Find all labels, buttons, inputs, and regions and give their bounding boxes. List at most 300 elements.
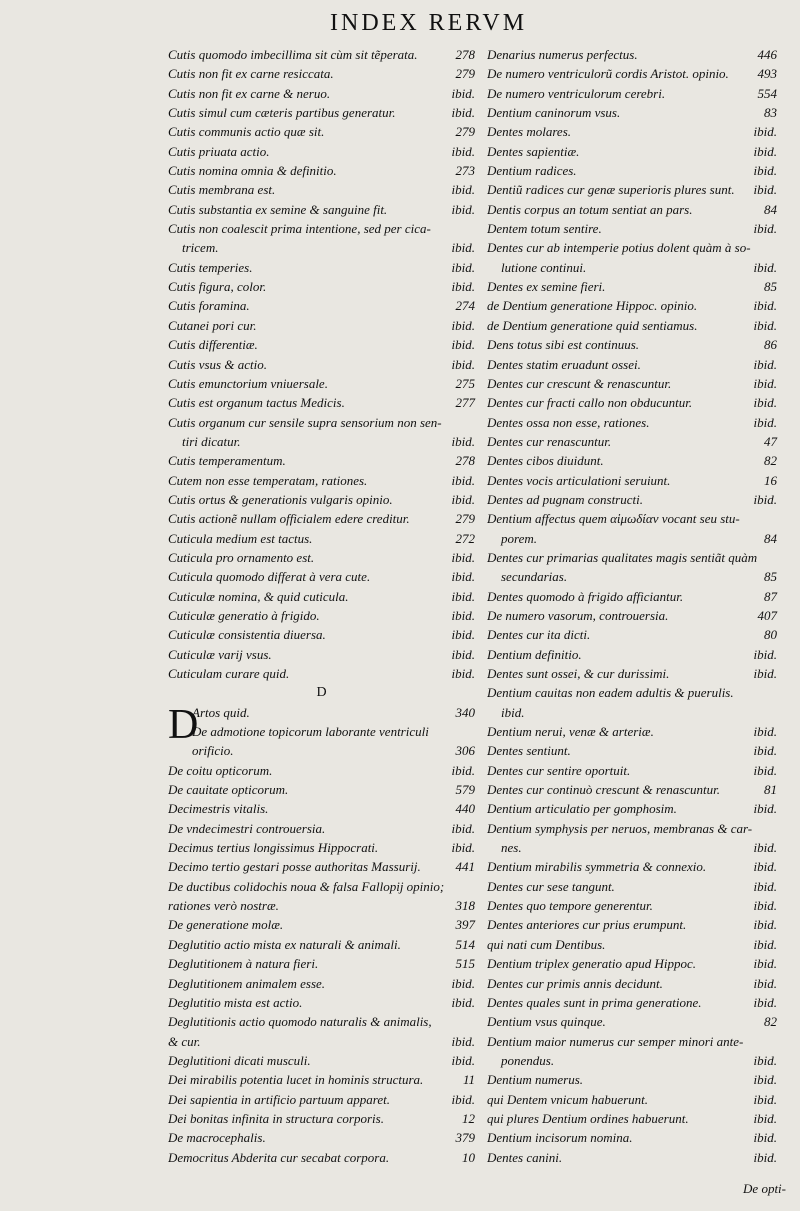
entry-text: Dei mirabilis potentia lucet in hominis structura. <box>168 1072 424 1088</box>
entry-page: 279 <box>455 66 475 82</box>
entry-page: ibid. <box>753 259 777 275</box>
entry-page: ibid. <box>753 1072 777 1088</box>
entry-text: Dentes cur continuò crescunt & renascuntur. <box>487 782 720 798</box>
index-entry <box>487 509 777 528</box>
index-entry <box>168 1109 475 1128</box>
entry-text: lutione continui. <box>501 259 587 275</box>
entry-page: ibid. <box>753 298 777 314</box>
entry-text: nes. <box>501 840 522 856</box>
entry-text: Dentium vsus quinque. <box>487 1014 606 1030</box>
index-entry <box>168 432 475 451</box>
entry-text: secundarias. <box>501 569 568 585</box>
entry-page: 274 <box>455 298 475 314</box>
index-entry <box>168 606 475 625</box>
index-entry <box>168 180 475 199</box>
entry-text: De cauitate opticorum. <box>168 782 289 798</box>
index-entry <box>168 645 475 664</box>
index-entry <box>168 974 475 993</box>
index-entry <box>487 1148 777 1167</box>
entry-text: qui nati cum Dentibus. <box>487 936 606 952</box>
entry-text: Dentes sapientiæ. <box>487 143 580 159</box>
index-entry <box>168 393 475 412</box>
entry-text: Decimestris vitalis. <box>168 801 269 817</box>
entry-page: ibid. <box>451 549 475 565</box>
index-entry <box>487 471 777 490</box>
entry-text: Cutis communis actio quæ sit. <box>168 124 325 140</box>
entry-page: 515 <box>455 956 475 972</box>
right-column <box>487 45 777 1167</box>
index-entry <box>168 84 475 103</box>
entry-text: de Dentium generatione quid sentiamus. <box>487 317 698 333</box>
index-entry <box>168 122 475 141</box>
entry-text: Cuticulam curare quid. <box>168 666 290 681</box>
entry-text: Dentes cur renascuntur. <box>487 433 612 449</box>
entry-page: 16 <box>764 472 777 488</box>
index-entry <box>487 238 777 257</box>
entry-text: qui Dentem vnicum habuerunt. <box>487 1091 649 1107</box>
index-entry <box>487 683 777 702</box>
entry-text: Dentem totum sentire. <box>487 221 602 237</box>
index-entry <box>487 625 777 644</box>
entry-page: ibid. <box>753 414 777 430</box>
index-entry <box>487 799 777 818</box>
entry-page: ibid. <box>451 994 475 1010</box>
entry-page: 397 <box>455 917 475 933</box>
entry-page: ibid. <box>451 337 475 353</box>
index-entry <box>168 877 475 896</box>
entry-page: 579 <box>455 782 475 798</box>
entry-page: ibid. <box>451 433 475 449</box>
index-entry <box>487 258 777 277</box>
entry-text: Denarius numerus perfectus. <box>487 47 638 62</box>
entry-text: Dentes cur ab intemperie potius dolent quàm à so- <box>487 240 751 256</box>
entry-page: ibid. <box>753 1130 777 1146</box>
entry-text: Cuticulæ generatio à frigido. <box>168 607 320 623</box>
entry-page: ibid. <box>451 105 475 121</box>
entry-page: ibid. <box>451 201 475 217</box>
index-entry <box>168 935 475 954</box>
index-entry <box>487 432 777 451</box>
entry-text: De macrocephalis. <box>168 1130 266 1146</box>
entry-text: Cutis actionẽ nullam officialem edere creditur. <box>168 511 410 527</box>
entry-text: Dentium radices. <box>487 163 577 179</box>
entry-page: 278 <box>455 47 475 62</box>
entry-page: ibid. <box>753 859 777 875</box>
index-entry <box>487 587 777 606</box>
index-entry <box>487 1128 777 1147</box>
entry-text: Dentium mirabilis symmetria & connexio. <box>487 859 707 875</box>
entry-page: 81 <box>764 782 777 798</box>
index-entry <box>487 393 777 412</box>
entry-page: 278 <box>455 453 475 469</box>
entry-text: Dentes cur crescunt & renascuntur. <box>487 375 672 391</box>
entry-page: 86 <box>764 337 777 353</box>
entry-page: ibid. <box>753 878 777 894</box>
entry-page: ibid. <box>753 395 777 411</box>
entry-text: Cuticulæ consistentia diuersa. <box>168 627 326 643</box>
index-entry <box>168 64 475 83</box>
index-entry <box>168 1051 475 1070</box>
entry-page: ibid. <box>451 259 475 275</box>
entry-text: De generatione molæ. <box>168 917 284 933</box>
index-entry <box>168 335 475 354</box>
entry-text: Democritus Abderita cur secabat corpora. <box>168 1149 390 1165</box>
index-entry <box>168 296 475 315</box>
entry-page: 47 <box>764 433 777 449</box>
entry-text: Cutem non esse temperatam, rationes. <box>168 472 368 488</box>
entry-text: Dentes ex semine fieri. <box>487 279 606 295</box>
index-entry <box>487 64 777 83</box>
section-letter: D <box>316 685 327 701</box>
entry-text: De admotione topicorum laborante ventriculi <box>192 724 429 740</box>
entry-text: Cutis non fit ex carne & neruo. <box>168 85 331 101</box>
entry-text: Deglutitionem à natura fieri. <box>168 956 319 972</box>
entry-page: ibid. <box>753 1052 777 1068</box>
left-entry-list-d <box>168 703 475 1167</box>
entry-page: ibid. <box>451 279 475 295</box>
index-entry <box>487 838 777 857</box>
entry-text: De numero ventriculorũ cordis Aristot. opinio. <box>487 66 729 82</box>
entry-page: 85 <box>764 569 777 585</box>
entry-page: ibid. <box>753 143 777 159</box>
entry-page: ibid. <box>753 994 777 1010</box>
entry-page: ibid. <box>451 646 475 662</box>
entry-text: Cutis temperies. <box>168 259 253 275</box>
index-entry <box>487 954 777 973</box>
index-entry <box>487 316 777 335</box>
entry-page: ibid. <box>451 569 475 585</box>
index-entry <box>487 374 777 393</box>
entry-text: Dentes cur sentire oportuit. <box>487 762 631 778</box>
entry-page: ibid. <box>451 472 475 488</box>
entry-page: 440 <box>455 801 475 817</box>
left-entry-list <box>168 45 475 683</box>
entry-page: 514 <box>455 936 475 952</box>
index-entry <box>168 1070 475 1089</box>
entry-text: tricem. <box>182 240 219 256</box>
entry-page: ibid. <box>451 840 475 856</box>
entry-text: Deglutitio actio mista ex naturali & animali. <box>168 936 401 952</box>
entry-page: ibid. <box>753 936 777 952</box>
entry-page: ibid. <box>753 917 777 933</box>
index-entry <box>487 1109 777 1128</box>
entry-text: Cutis organum cur sensile supra sensorium non sen- <box>168 414 442 430</box>
index-entry <box>487 219 777 238</box>
entry-page: 84 <box>764 530 777 546</box>
entry-text: Cutanei pori cur. <box>168 317 257 333</box>
index-entry <box>487 915 777 934</box>
entry-page: ibid. <box>753 317 777 333</box>
entry-text: Cutis foramina. <box>168 298 250 314</box>
index-entry <box>168 355 475 374</box>
entry-text: Dentium symphysis per neruos, membranas & car- <box>487 820 753 836</box>
entry-text: Dentium maior numerus cur semper minori ante- <box>487 1033 744 1049</box>
entry-text: Cuticula pro ornamento est. <box>168 549 315 565</box>
index-entry <box>168 703 475 722</box>
entry-text: Dentium definitio. <box>487 646 582 662</box>
index-entry <box>487 761 777 780</box>
entry-page: ibid. <box>753 491 777 507</box>
entry-text: orificio. <box>192 743 234 759</box>
entry-text: Decimus tertius longissimus Hippocrati. <box>168 840 379 856</box>
entry-page: ibid. <box>753 956 777 972</box>
index-entry <box>168 1128 475 1147</box>
index-entry <box>487 1032 777 1051</box>
index-entry <box>487 548 777 567</box>
entry-page: ibid. <box>753 1091 777 1107</box>
index-entry <box>168 1012 475 1031</box>
entry-text: Cutis differentiæ. <box>168 337 258 353</box>
entry-text: Dentes statim eruadunt ossei. <box>487 356 641 372</box>
index-entry <box>487 974 777 993</box>
index-entry <box>168 316 475 335</box>
index-entry <box>168 471 475 490</box>
entry-text: Dei sapientia in artificio partuum apparet. <box>168 1091 390 1107</box>
entry-text: De vndecimestri controuersia. <box>168 820 326 836</box>
index-entry <box>487 567 777 586</box>
entry-page: 82 <box>764 1014 777 1030</box>
entry-text: Dentium incisorum nomina. <box>487 1130 633 1146</box>
catchword: De opti- <box>743 1181 786 1196</box>
entry-page: ibid. <box>753 1149 777 1165</box>
index-entry <box>168 548 475 567</box>
entry-page: ibid. <box>753 646 777 662</box>
index-entry <box>168 103 475 122</box>
entry-text: Dentes quales sunt in prima generatione. <box>487 994 702 1010</box>
entry-page: 273 <box>455 163 475 179</box>
entry-text: Cutis non fit ex carne resiccata. <box>168 66 334 82</box>
index-entry <box>168 625 475 644</box>
index-entry <box>487 355 777 374</box>
entry-text: Dentes cur primis annis decidunt. <box>487 975 663 991</box>
entry-page: ibid. <box>451 1052 475 1068</box>
entry-text: Dentes vocis articulationi seruiunt. <box>487 472 671 488</box>
index-entry <box>168 780 475 799</box>
index-entry <box>487 606 777 625</box>
entry-page: 84 <box>764 201 777 217</box>
index-entry <box>487 1070 777 1089</box>
index-entry <box>168 529 475 548</box>
entry-text: De numero vasorum, controuersia. <box>487 607 669 623</box>
entry-page: ibid. <box>451 491 475 507</box>
index-entry <box>168 200 475 219</box>
entry-text: ponendus. <box>501 1052 555 1068</box>
entry-text: Dentes quomodo à frigido afficiantur. <box>487 588 684 604</box>
index-entry <box>168 722 475 741</box>
entry-text: Cutis priuata actio. <box>168 143 270 159</box>
entry-page: ibid. <box>753 124 777 140</box>
index-entry <box>168 277 475 296</box>
index-entry <box>487 180 777 199</box>
entry-text: Deglutitionis actio quomodo naturalis & animalis, <box>168 1014 432 1030</box>
entry-page: 318 <box>455 898 475 914</box>
index-entry <box>168 857 475 876</box>
entry-text: Dentes anteriores cur prius erumpunt. <box>487 917 687 933</box>
entry-text: Cutis temperamentum. <box>168 453 286 469</box>
entry-page: ibid. <box>451 975 475 991</box>
index-entry <box>168 1090 475 1109</box>
entry-text: Cutis figura, color. <box>168 279 267 295</box>
entry-text: Cutis nomina omnia & definitio. <box>168 163 337 179</box>
entry-page: 83 <box>764 105 777 121</box>
entry-text: Cutis est organum tactus Medicis. <box>168 395 345 411</box>
entry-text: De numero ventriculorum cerebri. <box>487 85 666 101</box>
index-entry <box>487 722 777 741</box>
index-entry <box>487 529 777 548</box>
entry-text: Cutis emunctorium vniuersale. <box>168 375 328 391</box>
entry-text: Cutis ortus & generationis vulgaris opinio. <box>168 491 393 507</box>
index-entry <box>168 954 475 973</box>
index-entry <box>168 258 475 277</box>
index-entry <box>168 451 475 470</box>
entry-text: & cur. <box>168 1033 201 1049</box>
page-title: INDEX RERVM <box>330 10 528 36</box>
entry-page: 10 <box>462 1149 475 1165</box>
entry-text: De ductibus colidochis noua & falsa Fallopij opinio; <box>168 878 445 894</box>
entry-page: 11 <box>462 1072 475 1088</box>
entry-text: Cutis non coalescit prima intentione, sed per cica- <box>168 221 431 237</box>
entry-page: 277 <box>455 395 475 411</box>
entry-page: 441 <box>455 859 475 875</box>
index-entry <box>168 799 475 818</box>
entry-text: Cuticula medium est tactus. <box>168 530 313 546</box>
index-entry <box>487 857 777 876</box>
index-entry <box>487 664 777 683</box>
entry-text: Cutis quomodo imbecillima sit cùm sit tẽperata. <box>168 47 418 62</box>
index-entry <box>487 896 777 915</box>
index-entry <box>168 142 475 161</box>
entry-text: Cutis membrana est. <box>168 182 276 198</box>
index-entry <box>168 838 475 857</box>
index-entry <box>168 219 475 238</box>
entry-text: Artos quid. <box>192 704 250 720</box>
section-d-block <box>168 703 475 1167</box>
entry-text: Dentes cur fracti callo non obducuntur. <box>487 395 693 411</box>
entry-text: Dentes ossa non esse, rationes. <box>487 414 650 430</box>
index-entry <box>487 200 777 219</box>
entry-text: Dentes molares. <box>487 124 572 140</box>
index-entry <box>168 587 475 606</box>
index-entry <box>487 277 777 296</box>
entry-text: rationes verò nostræ. <box>168 898 279 914</box>
entry-text: Dentes cur ita dicti. <box>487 627 591 643</box>
index-entry <box>168 993 475 1012</box>
entry-page: 306 <box>455 743 475 759</box>
index-entry <box>487 741 777 760</box>
index-entry <box>168 664 475 683</box>
entry-text: Dentium nerui, venæ & arteriæ. <box>487 724 654 740</box>
index-entry <box>487 142 777 161</box>
entry-page: ibid. <box>753 356 777 372</box>
entry-page: 340 <box>455 704 475 720</box>
entry-text: Dentis corpus an totum sentiat an pars. <box>487 201 693 217</box>
index-entry <box>487 335 777 354</box>
entry-page: ibid. <box>451 182 475 198</box>
entry-text: Cuticulæ nomina, & quid cuticula. <box>168 588 349 604</box>
index-entry <box>168 1148 475 1167</box>
index-entry <box>168 1032 475 1051</box>
index-entry <box>487 935 777 954</box>
index-entry <box>168 761 475 780</box>
entry-page: ibid. <box>451 666 475 681</box>
entry-page: 272 <box>455 530 475 546</box>
index-entry <box>487 413 777 432</box>
entry-text: Dentes quo tempore generentur. <box>487 898 653 914</box>
entry-page: ibid. <box>451 1091 475 1107</box>
entry-page: ibid. <box>451 588 475 604</box>
entry-page: 446 <box>757 47 777 62</box>
entry-page: ibid. <box>451 356 475 372</box>
entry-text: Deglutitio mista est actio. <box>168 994 303 1010</box>
entry-page: ibid. <box>451 240 475 256</box>
entry-text: Dentes canini. <box>487 1149 563 1165</box>
entry-page: 87 <box>764 588 777 604</box>
entry-text: Dentiũ radices cur genæ superioris plures sunt. <box>487 182 735 198</box>
index-entry <box>168 238 475 257</box>
entry-text: Dentes cibos diuidunt. <box>487 453 604 469</box>
entry-text: qui plures Dentium ordines habuerunt. <box>487 1110 689 1126</box>
index-entry <box>168 915 475 934</box>
index-entry <box>487 296 777 315</box>
entry-page: 275 <box>455 375 475 391</box>
index-entry <box>168 819 475 838</box>
entry-page: ibid. <box>451 1033 475 1049</box>
index-entry <box>168 413 475 432</box>
entry-page: ibid. <box>753 375 777 391</box>
entry-page: ibid. <box>753 975 777 991</box>
index-entry <box>487 161 777 180</box>
index-entry <box>487 993 777 1012</box>
entry-text: Deglutitioni dicati musculi. <box>168 1052 311 1068</box>
entry-text: Cutis simul cum cæteris partibus generatur. <box>168 105 396 121</box>
entry-page: ibid. <box>451 607 475 623</box>
index-entry <box>168 161 475 180</box>
entry-text: Dentium cauitas non eadem adultis & puerulis. <box>487 685 734 701</box>
entry-text: Cuticula quomodo differat à vera cute. <box>168 569 371 585</box>
index-entry <box>168 896 475 915</box>
index-entry <box>487 819 777 838</box>
entry-text: ibid. <box>501 704 525 720</box>
index-entry <box>487 703 777 722</box>
entry-text: Cuticulæ varij vsus. <box>168 646 272 662</box>
entry-page: ibid. <box>753 743 777 759</box>
entry-page: ibid. <box>451 820 475 836</box>
entry-page: 82 <box>764 453 777 469</box>
entry-text: Dens totus sibi est continuus. <box>487 337 640 353</box>
entry-page: 379 <box>455 1130 475 1146</box>
entry-text: Dentes ad pugnam constructi. <box>487 491 643 507</box>
entry-page: ibid. <box>753 801 777 817</box>
entry-page: 279 <box>455 124 475 140</box>
entry-text: Cutis vsus & actio. <box>168 356 267 372</box>
entry-page: ibid. <box>451 762 475 778</box>
entry-page: ibid. <box>753 182 777 198</box>
index-entry <box>487 84 777 103</box>
index-entry <box>168 509 475 528</box>
entry-text: Dentium articulatio per gomphosim. <box>487 801 677 817</box>
entry-page: ibid. <box>451 143 475 159</box>
entry-page: ibid. <box>753 1110 777 1126</box>
entry-page: ibid. <box>451 627 475 643</box>
entry-page: 554 <box>757 85 777 101</box>
index-entry <box>168 741 475 760</box>
entry-text: Dentes sunt ossei, & cur durissimi. <box>487 666 670 681</box>
index-entry <box>487 103 777 122</box>
entry-text: porem. <box>501 530 537 546</box>
index-entry <box>168 374 475 393</box>
index-entry <box>168 45 475 64</box>
entry-page: 493 <box>757 66 777 82</box>
